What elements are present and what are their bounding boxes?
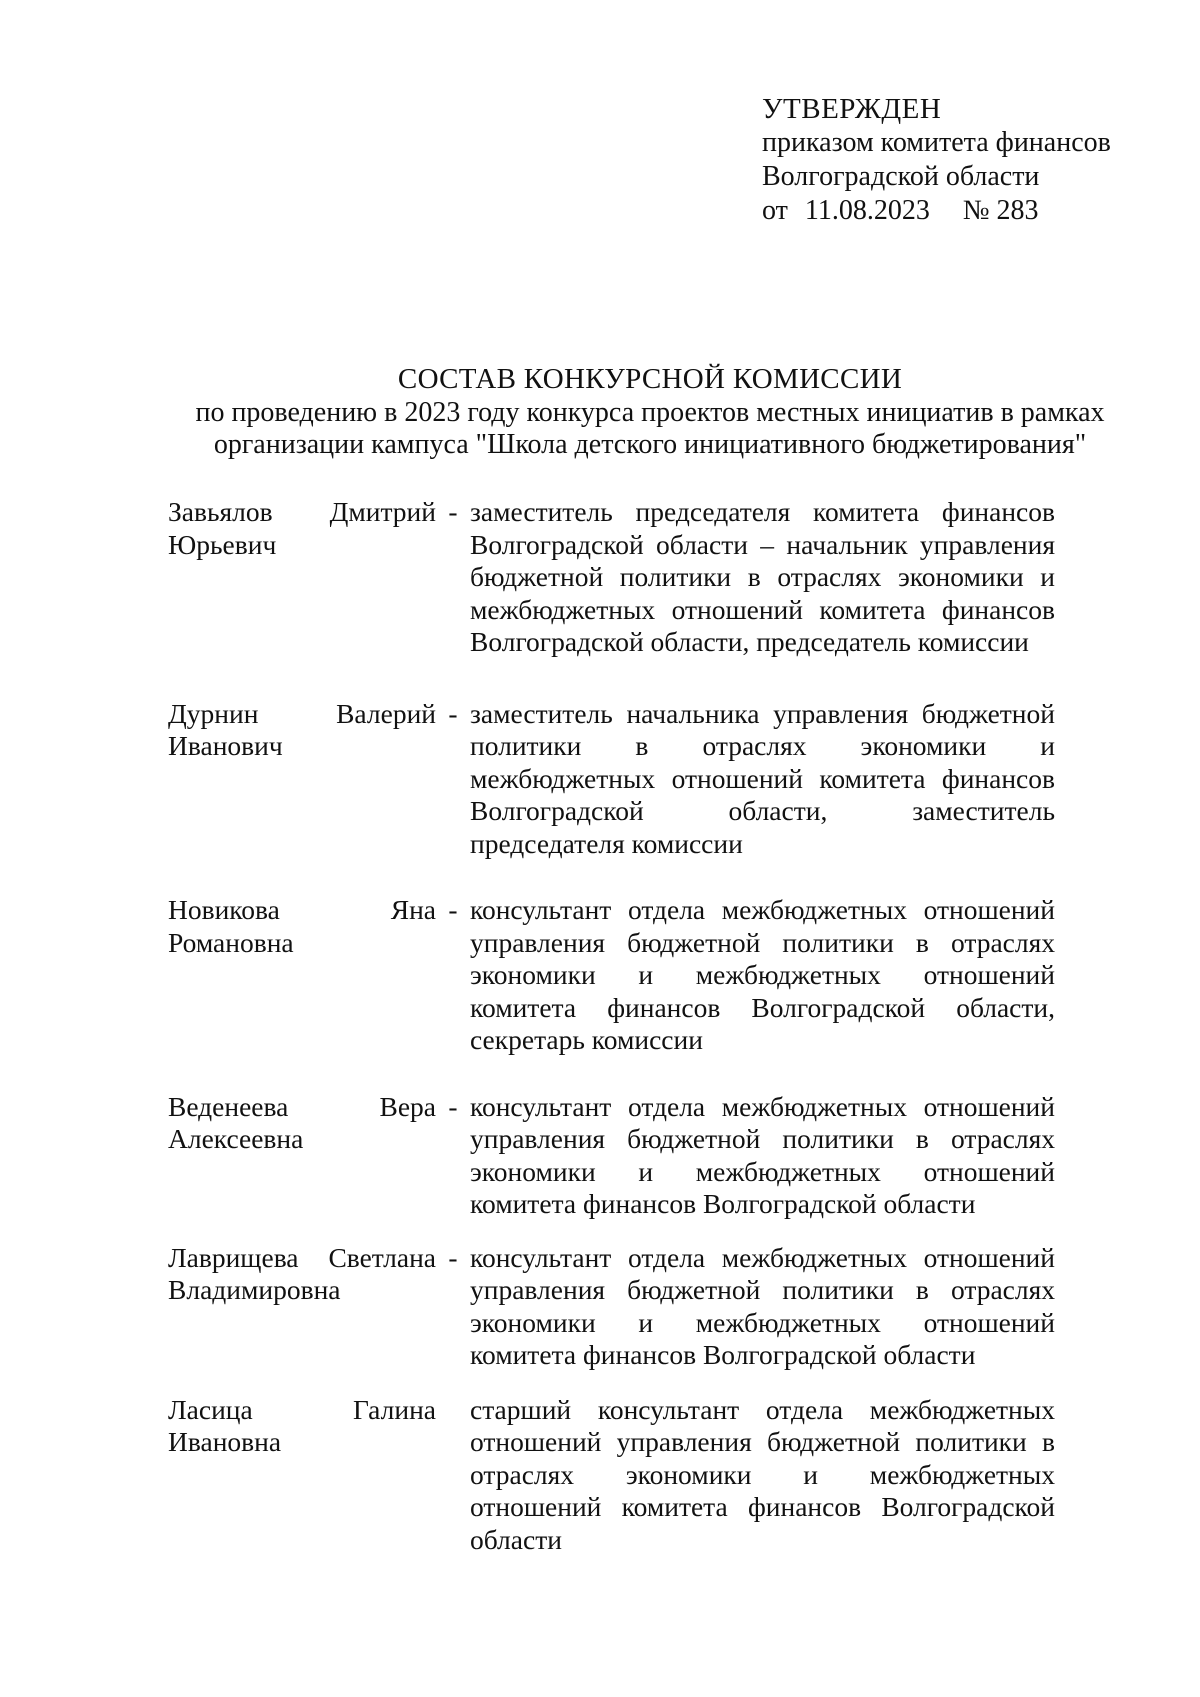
member-surname: Лаврищева xyxy=(168,1241,299,1273)
member-first-name: Галина xyxy=(352,1393,436,1425)
member-name-line xyxy=(168,1242,436,1275)
member-name-line xyxy=(168,698,436,731)
approval-number: № 283 xyxy=(962,195,1039,226)
member-dash: - xyxy=(448,894,458,925)
member-first-name: Яна xyxy=(390,894,436,925)
member-entry xyxy=(168,496,1088,659)
member-name-line xyxy=(168,894,436,927)
member-dash: - xyxy=(448,1090,458,1122)
approval-order-line: приказом комитета финансов xyxy=(762,127,1111,158)
member-first-name: Вера xyxy=(379,1090,436,1122)
member-patronymic: Алексеевна xyxy=(168,1123,304,1154)
member-name-line xyxy=(168,496,436,529)
member-first-name: Дмитрий xyxy=(329,496,436,527)
document-subtitle-line-2: организации кампуса "Школа детского инициативного бюджетирования" xyxy=(213,429,1087,460)
member-entry xyxy=(168,1242,1088,1372)
document-title: СОСТАВ КОНКУРСНОЙ КОМИССИИ xyxy=(397,363,903,395)
member-role: консультант отдела межбюджетных отношений управления бюджетной политики в отраслях экономики и межбюджетных отношений комитета финансов Волгоградской области xyxy=(470,1090,1055,1219)
document-subtitle-line-1: по проведению в 2023 году конкурса проектов местных инициатив в рамках xyxy=(195,397,1105,428)
member-surname: Дурнин xyxy=(168,697,259,729)
approval-date: 11.08.2023 xyxy=(804,195,930,226)
member-name xyxy=(168,1091,436,1156)
member-role: консультант отдела межбюджетных отношений управления бюджетной политики в отраслях экономики и межбюджетных отношений комитета финансов Волгоградской области xyxy=(470,1241,1055,1370)
member-entry xyxy=(168,698,1088,861)
member-surname: Новикова xyxy=(168,894,280,925)
member-name xyxy=(168,496,436,561)
commission-members-list xyxy=(168,496,1088,1556)
date-prefix: от xyxy=(762,195,788,226)
member-first-name: Валерий xyxy=(336,697,436,729)
member-dash: - xyxy=(448,697,458,729)
member-role: заместитель начальника управления бюджетной политики в отраслях экономики и межбюджетных отношений комитета финансов Волгоградской области, заместитель председателя комиссии xyxy=(470,697,1055,859)
approval-date-line xyxy=(762,194,1111,228)
member-dash: - xyxy=(448,496,458,527)
member-patronymic: Юрьевич xyxy=(168,528,277,560)
approval-stamp-block xyxy=(762,92,1111,228)
member-surname: Веденеева xyxy=(168,1090,289,1122)
member-entry xyxy=(168,1091,1088,1221)
member-surname: Завьялов xyxy=(168,496,273,527)
member-entry xyxy=(168,1394,1088,1557)
member-patronymic: Иванович xyxy=(168,730,283,761)
document-heading xyxy=(150,363,1150,461)
member-name xyxy=(168,894,436,959)
member-role: консультант отдела межбюджетных отношений управления бюджетной политики в отраслях экономики и межбюджетных отношений комитета финансов Волгоградской области, секретарь комиссии xyxy=(470,894,1055,1055)
approval-title: УТВЕРЖДЕН xyxy=(762,93,942,125)
member-entry xyxy=(168,894,1088,1057)
member-patronymic: Ивановна xyxy=(168,1426,282,1457)
member-surname: Ласица xyxy=(168,1393,253,1425)
member-patronymic: Романовна xyxy=(168,926,294,958)
member-name xyxy=(168,698,436,763)
member-role: заместитель председателя комитета финансов Волгоградской области – начальник управления бюджетной политики в отраслях экономики и межбюджетных отношений комитета финансов Волгоградской области, председатель комиссии xyxy=(470,496,1055,657)
member-dash: - xyxy=(448,1241,458,1273)
member-name-line xyxy=(168,1091,436,1124)
member-name-line xyxy=(168,1394,436,1427)
member-name xyxy=(168,1394,436,1459)
member-role: старший консультант отдела межбюджетных отношений управления бюджетной политики в отраслях экономики и межбюджетных отношений комитета финансов Волгоградской области xyxy=(470,1393,1055,1555)
member-name xyxy=(168,1242,436,1307)
approval-region-line: Волгоградской области xyxy=(762,161,1040,192)
member-first-name: Светлана xyxy=(328,1241,436,1273)
member-patronymic: Владимировна xyxy=(168,1274,341,1305)
